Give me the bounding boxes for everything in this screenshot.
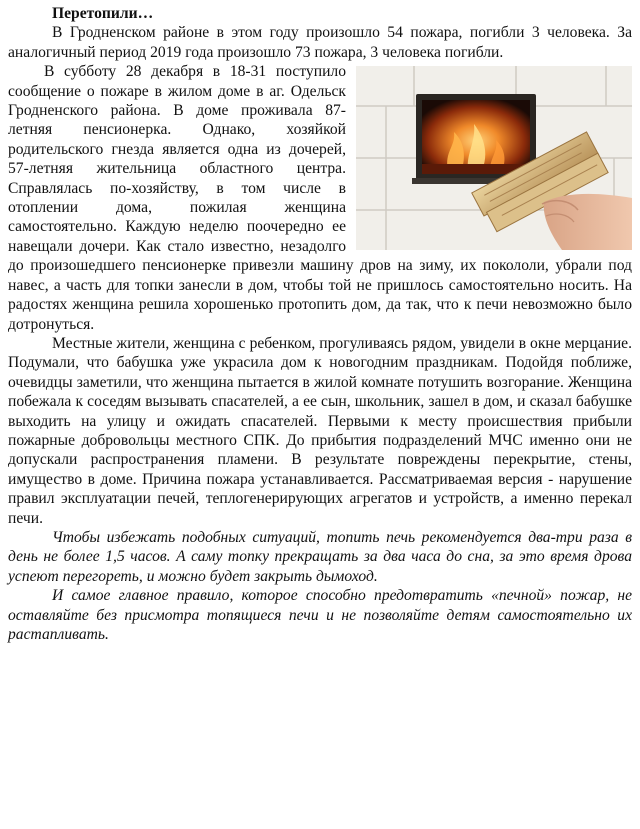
stove-fire-photo bbox=[356, 66, 632, 250]
paragraph-witnesses: Местные жители, женщина с ребенком, прогуливаясь рядом, увидели в окне мерцание. Подумали, что бабушка уже украсила дом к новогодним праздникам. Подойдя поближе, очевидцы заметили, что женщина пытается в жилой комнате потушить возгорание. Женщина побежала к соседям вызывать спасателей, а ее сын, школьник, зашел в дом, и сказал бабушке выходить на улицу и ожидать спасателей. Первыми к месту происшествия прибыли пожарные добровольцы местного СПК. До прибытия подразделений МЧС именно они не допускали распространения пламени. В результате повреждены перекрытие, стены, имущество в доме. Причина пожара устанавливается. Рассматриваемая версия - нарушение правил эксплуатации печей, теплогенерирующих агрегатов и устройств, а именно перекал печи. bbox=[8, 334, 632, 527]
paragraph-incident-text: В субботу 28 декабря в 18-31 поступило сообщение о пожаре в жилом доме в аг. Одельск Гродненского района. В доме проживала 87-летняя пенсионерка. Однако, хозяйкой родительского гнезда является одна из дочерей, 57-летняя жительница областного центра. Справлялась по-хозяйству, в том числе в отоплении дома, пожилая женщина самостоятельно. Каждую неделю поочередно ее навещали дочери. Как стало известно, незадолго до произошедшего пенсионерке привезли машину дров на зиму, их покололи, убрали под навес, а часть для топки занесли в дом, чтобы той не пришлось самостоятельно носить. На радостях женщина решила хорошенько протопить дом, да так, что к печи невозможно было дотронуться. bbox=[8, 63, 632, 333]
paragraph-advice: Чтобы избежать подобных ситуаций, топить печь рекомендуется два-три раза в день не более 1,5 часов. А саму топку прекращать за два часа до сна, за это время дрова успеют перегореть, и можно будет закрыть дымоход. bbox=[8, 528, 632, 585]
paragraph-statistics: В Гродненском районе в этом году произошло 54 пожара, погибли 3 человека. За аналогичный период 2019 года произошло 73 пожара, 3 человека погибли. bbox=[8, 24, 632, 61]
article-title: Перетопили… bbox=[52, 5, 154, 22]
paragraph-main-rule: И самое главное правило, которое способно предотвратить «печной» пожар, не оставляйте без присмотра топящиеся печи и не позволяйте детям самостоятельно их растапливать. bbox=[8, 587, 632, 643]
paragraph-incident bbox=[8, 62, 632, 334]
article bbox=[8, 4, 632, 644]
